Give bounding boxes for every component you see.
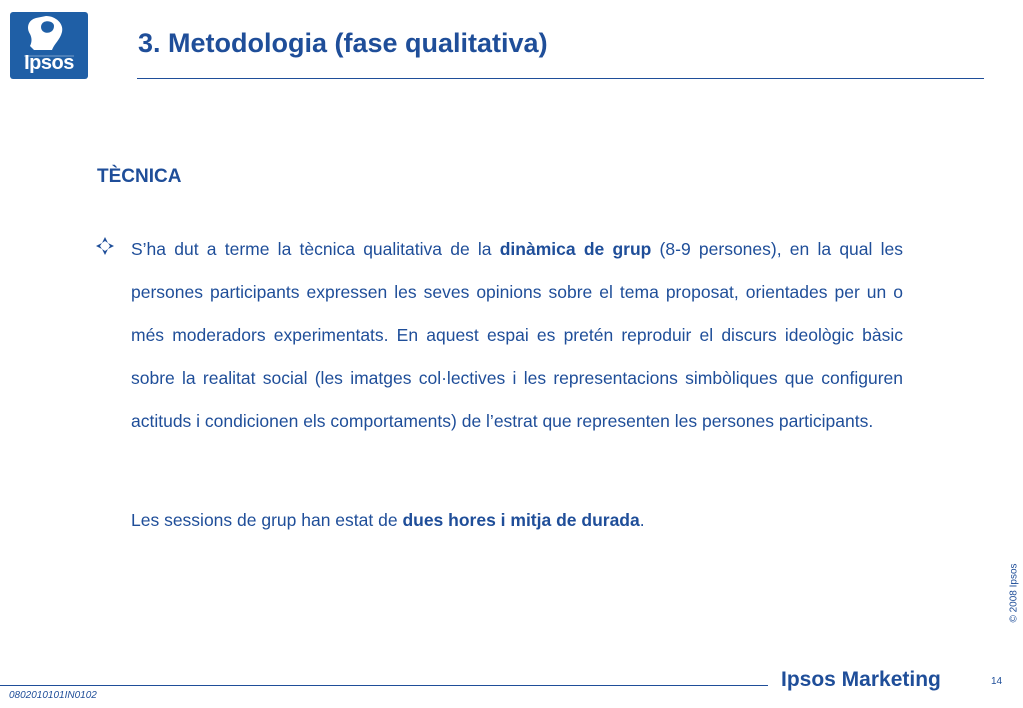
page-number: 14 xyxy=(991,676,1003,687)
section-heading: TÈCNICA xyxy=(97,166,182,187)
paragraph-1-after: (8-9 persones), en la qual les persones participants expressen les seves opinions sobre el tema proposat, orientades per un o més moderadors experimentats. En aquest espai es pretén reproduir el discurs ideològic bàsic sobre la realitat social (les imatges col·lectives i les representacions simbòliques que configuren actituds i condicionen els comportaments) de l’estrat que representen les persones participants. xyxy=(131,239,903,431)
footer-brand: Ipsos Marketing xyxy=(781,668,941,691)
paragraph-2-emphasis: dues hores i mitja de durada xyxy=(402,510,640,530)
footer-divider xyxy=(0,685,768,686)
document-code: 0802010101IN0102 xyxy=(9,690,97,701)
diamond-bullet-icon xyxy=(95,236,115,256)
paragraph-technique xyxy=(131,228,903,443)
page-title: 3. Metodologia (fase qualitativa) xyxy=(138,28,548,58)
ipsos-logo xyxy=(10,12,88,79)
paragraph-duration xyxy=(131,499,903,542)
copyright-text: © 2008 Ipsos xyxy=(1008,563,1020,623)
copyright-notice xyxy=(1001,560,1023,626)
paragraph-1-emphasis: dinàmica de grup xyxy=(499,239,652,259)
paragraph-2-before: Les sessions de grup han estat de xyxy=(131,510,403,530)
logo-text: Ipsos xyxy=(24,52,74,74)
paragraph-2-after: . xyxy=(639,510,645,530)
paragraph-1-before: S’ha dut a terme la tècnica qualitativa de la xyxy=(131,239,500,259)
title-divider xyxy=(137,78,984,79)
